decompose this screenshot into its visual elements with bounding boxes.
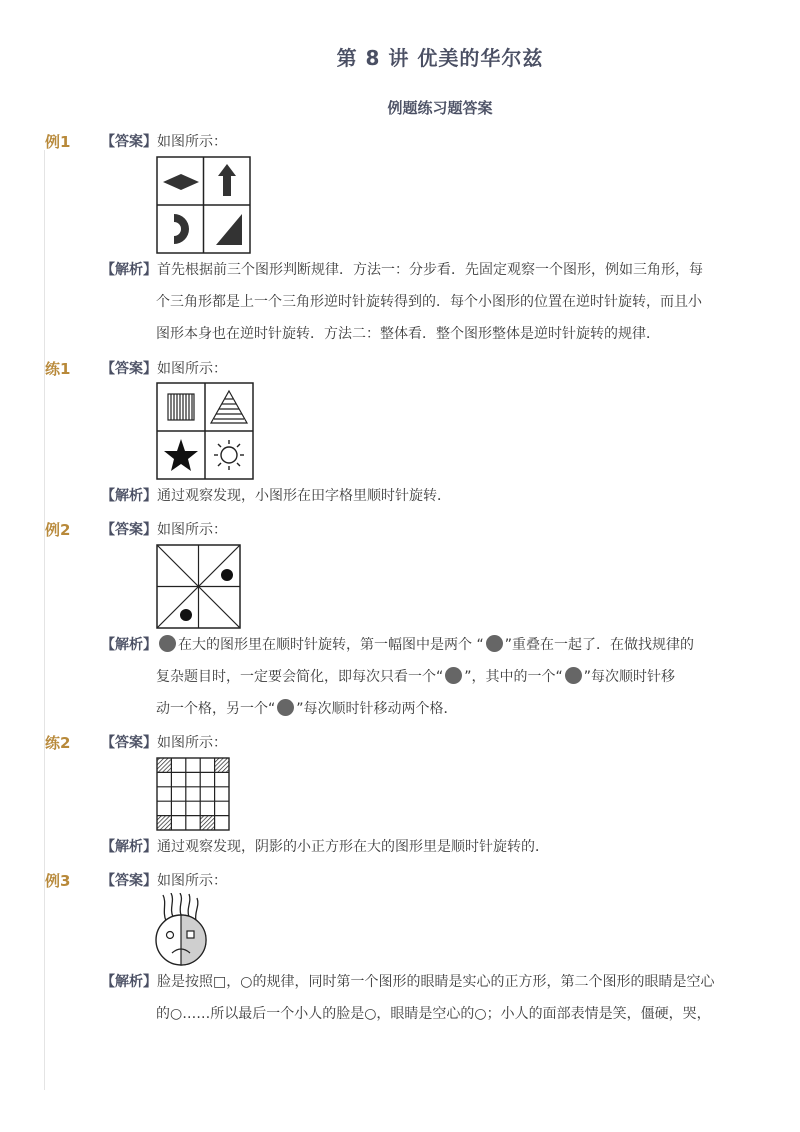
explain-text: ”每次顺时针移动两个格． — [296, 701, 458, 717]
section-label-ex1: 例1 — [45, 133, 71, 151]
answer-tag: 【答案】 — [101, 522, 157, 538]
explain-line: 图形本身也在逆时针旋转．方法二：整体看．整个图形整体是逆时针旋转的规律． — [156, 326, 660, 342]
answer-text: 如图所示： — [157, 735, 227, 751]
grey-dot-icon — [159, 635, 176, 652]
explain-line: 通过观察发现，小图形在田字格里顺时针旋转． — [157, 488, 451, 504]
explanation-ex2 — [101, 629, 721, 725]
eye-circle — [167, 932, 174, 939]
explain-text: ”重叠在一起了．在做找规律的 — [504, 637, 694, 653]
eye-square — [187, 931, 194, 938]
answer-text: 如图所示： — [157, 134, 227, 150]
answer-tag: 【答案】 — [101, 361, 157, 377]
answer-line-pr1 — [101, 358, 227, 378]
shaded-cell — [215, 758, 229, 772]
explain-line: 的○……所以最后一个小人的脸是○，眼睛是空心的○；小人的面部表情是笑，僵硬，哭， — [156, 1006, 711, 1022]
explain-tag: 【解析】 — [101, 974, 157, 990]
answer-text: 如图所示： — [157, 873, 227, 889]
shaded-cell — [157, 816, 171, 830]
grey-dot-icon — [486, 635, 503, 652]
grey-dot-icon — [445, 667, 462, 684]
grey-dot-icon — [277, 699, 294, 716]
explanation-pr1 — [101, 480, 721, 512]
answer-tag: 【答案】 — [101, 873, 157, 889]
figure-ex1-rotating-shapes — [156, 156, 251, 254]
figure-ex3-face — [153, 893, 209, 967]
explain-line: 脸是按照□，○的规律，同时第一个图形的眼睛是实心的正方形，第二个图形的眼睛是空心 — [157, 974, 715, 990]
answer-line-pr2 — [101, 732, 227, 752]
section-label-pr2: 练2 — [45, 734, 71, 752]
section-label-pr1: 练1 — [45, 360, 71, 378]
explain-text: ”，其中的一个“ — [464, 669, 563, 685]
explain-tag: 【解析】 — [101, 488, 157, 504]
explanation-pr2 — [101, 831, 721, 863]
shaded-cell — [157, 758, 171, 772]
explain-text: 复杂题目时，一定要会简化，即每次只看一个“ — [156, 669, 444, 685]
answer-tag: 【答案】 — [101, 134, 157, 150]
answer-line-ex2 — [101, 519, 227, 539]
dot-marker — [221, 569, 233, 581]
striped-square-shape — [168, 394, 194, 420]
grey-dot-icon — [565, 667, 582, 684]
dot-marker — [180, 609, 192, 621]
explanation-ex3 — [101, 966, 721, 1030]
explain-tag: 【解析】 — [101, 262, 157, 278]
explain-line: 通过观察发现，阴影的小正方形在大的图形里是顺时针旋转的． — [157, 839, 549, 855]
explain-text: 在大的图形里在顺时针旋转，第一幅图中是两个 “ — [178, 637, 484, 653]
explain-line: 个三角形都是上一个三角形逆时针旋转得到的．每个小图形的位置在逆时针旋转，而且小 — [156, 294, 702, 310]
answer-text: 如图所示： — [157, 361, 227, 377]
page-title: 第 8 讲 优美的华尔兹 — [336, 46, 544, 70]
section-label-ex2: 例2 — [45, 521, 71, 539]
answer-line-ex1 — [101, 131, 227, 151]
answer-text: 如图所示： — [157, 522, 227, 538]
figure-pr1-rotating-patterns — [156, 382, 254, 480]
answer-line-ex3 — [101, 870, 227, 890]
explain-tag: 【解析】 — [101, 839, 157, 855]
figure-pr2-shaded-grid — [156, 757, 230, 831]
shaded-cell — [200, 816, 214, 830]
explain-text: 动一个格，另一个“ — [156, 701, 276, 717]
explain-tag: 【解析】 — [101, 637, 157, 653]
page-margin-line — [44, 150, 45, 1090]
face-shaded-half — [181, 915, 206, 965]
explanation-ex1 — [101, 254, 721, 350]
figure-ex2-octant-dots — [156, 544, 241, 629]
section-label-ex3: 例3 — [45, 872, 71, 890]
explain-line: 首先根据前三个图形判断规律．方法一：分步看．先固定观察一个图形，例如三角形，每 — [157, 262, 703, 278]
answer-tag: 【答案】 — [101, 735, 157, 751]
page-subtitle: 例题练习题答案 — [387, 99, 493, 117]
explain-text: ”每次顺时针移 — [583, 669, 676, 685]
